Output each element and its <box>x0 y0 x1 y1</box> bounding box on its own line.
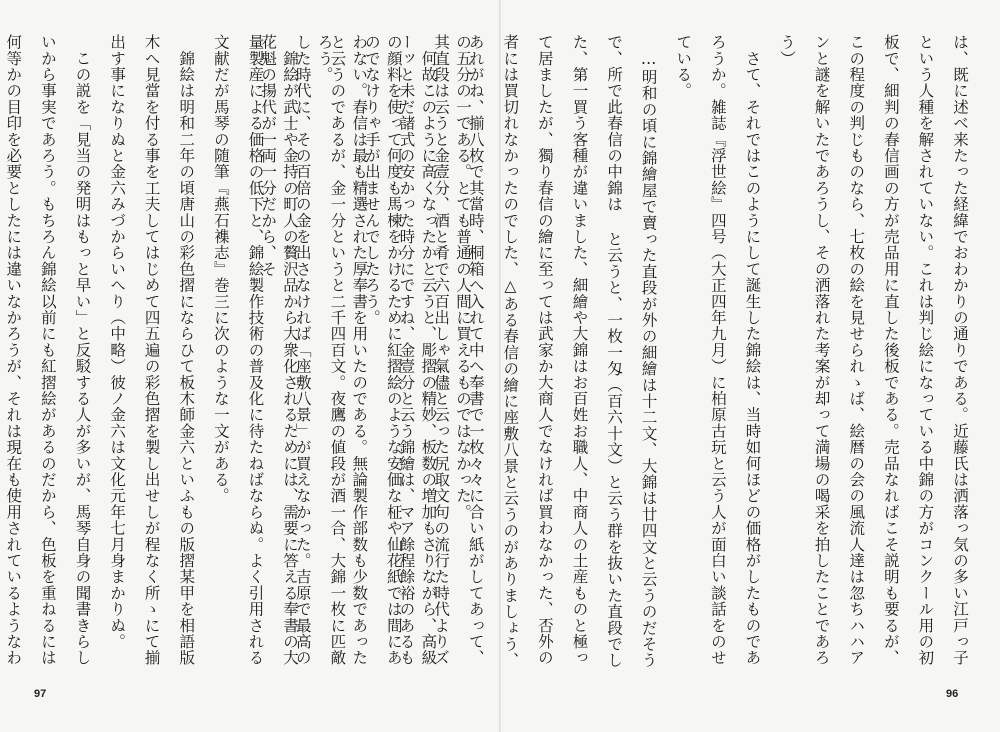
paragraph: この説を「見当の発明はもっと早い」と反駁する人が多いが、馬琴自身の聞書きらしいから事実であろう。もちろん錦絵以前にも紅摺絵があるのだから、色板を重ねるには何等かの目印を必要としたには違いなかろうが、それは現在も使用されているようなわ <box>4 34 92 666</box>
quoted-passage: …明和の頃に錦繪屋で賣った直段が外の細繪は十二文、大錦は廿四文と云うのだそうで、所で此春信の中錦は と云うと、一枚一匁（百六十文）と云う群を抜いた直段でした、第一買う客種が違いました、細繪や大錦はお百姓お職人、中商人の土産ものと極って居ましたが、獨り春信の繪に至っては武家か大商人でなければ買わなかった、否外の者には買切れなかったのでした、△ある春信の繪に座敷八景と云うのがありましょう、あれがね、揃八枚で其當時、桐箱へ入れて中へ奉書で一枚々々に合い紙がしてあって、其直段は云うと金壹分、酒と肴で六百出しゃ氣儘と云った尻取文句の流行た時代よりズーッと未だ諸式の安かった時分にですね、金壹分と云う錦繪は、マア餘程餘裕のあるものでなけりゃ手が出ませんでしたろう。 <box>362 34 658 669</box>
paragraph: 何故このように高くなったかと云うと、彫摺の精妙、板数の増加もさりながら、高級の顔料を使って何度も馬楝をかけるために紅摺絵のような安価な柾や仙花紙では間にあわない。春信は最も精選された厚奉書を用いたのである。無論製作部数も少数であったろう。 <box>315 34 438 666</box>
paragraph: は、既に述べ来たった経緯でおわかりの通りである。近藤氏は洒落っ気の多い江戸っ子という人種を解されていない。これは判じ絵になっている中錦の方がコンクール用の初板で、細判の春信画の方が売品用に直した後板である。売品なればこそ説明も要るが、この程度の判じものなら、七枚の絵を見せられゝば、絵暦の会の風流人達は忽ちハハアンと謎を解いたであろうし、その洒落れた考案が却って満場の喝采を拍したことであろう） <box>778 34 969 666</box>
quoted-passage: 錦絵は明和二年の頃唐山の彩色摺にならひて板木師金六といふもの版摺某甲を相語版木へ見當を付る事を工夫してはじめて四五遍の彩色摺を製し出せしが程なく所ゝにて揃出す事になりぬと金六みづからいへり（中略）彼ノ金六は文化元年七月身まかりぬ。 <box>108 34 196 666</box>
paragraph: の五分の一である。とても普通の人間に買えるものではなかった。 <box>454 34 472 520</box>
paragraph: さて、それではこのようにして誕生した錦絵は、当時如何ほどの価格がしたものであろうか。雑誌『浮世絵』四号（大正四年九月）に柏原古玩と云う人が面白い談話をのせている。 <box>674 34 762 666</box>
page-number-right: 96 <box>946 688 959 700</box>
page-number-left: 97 <box>34 688 47 700</box>
paragraph: と云うのであるが、金一分というと二千四百文。夜鷹の値段が酒一合、大錦一枚に匹敵した時代に、その百倍の金を出さなければ「座敷八景」が買えなかった。吉原で最高の花魁の揚代が一両一分だから、そ <box>259 34 347 666</box>
paragraph: 錦絵が武士や金持の町人の贅沢品から大衆化されるためには、需要に答える奉書の大量製産による価格の低下と、錦絵製作技術の普及化に待たねばならぬ。よく引用される文献だが馬琴の随筆『燕石襍志』巻三に次のような一文がある。 <box>211 34 300 666</box>
